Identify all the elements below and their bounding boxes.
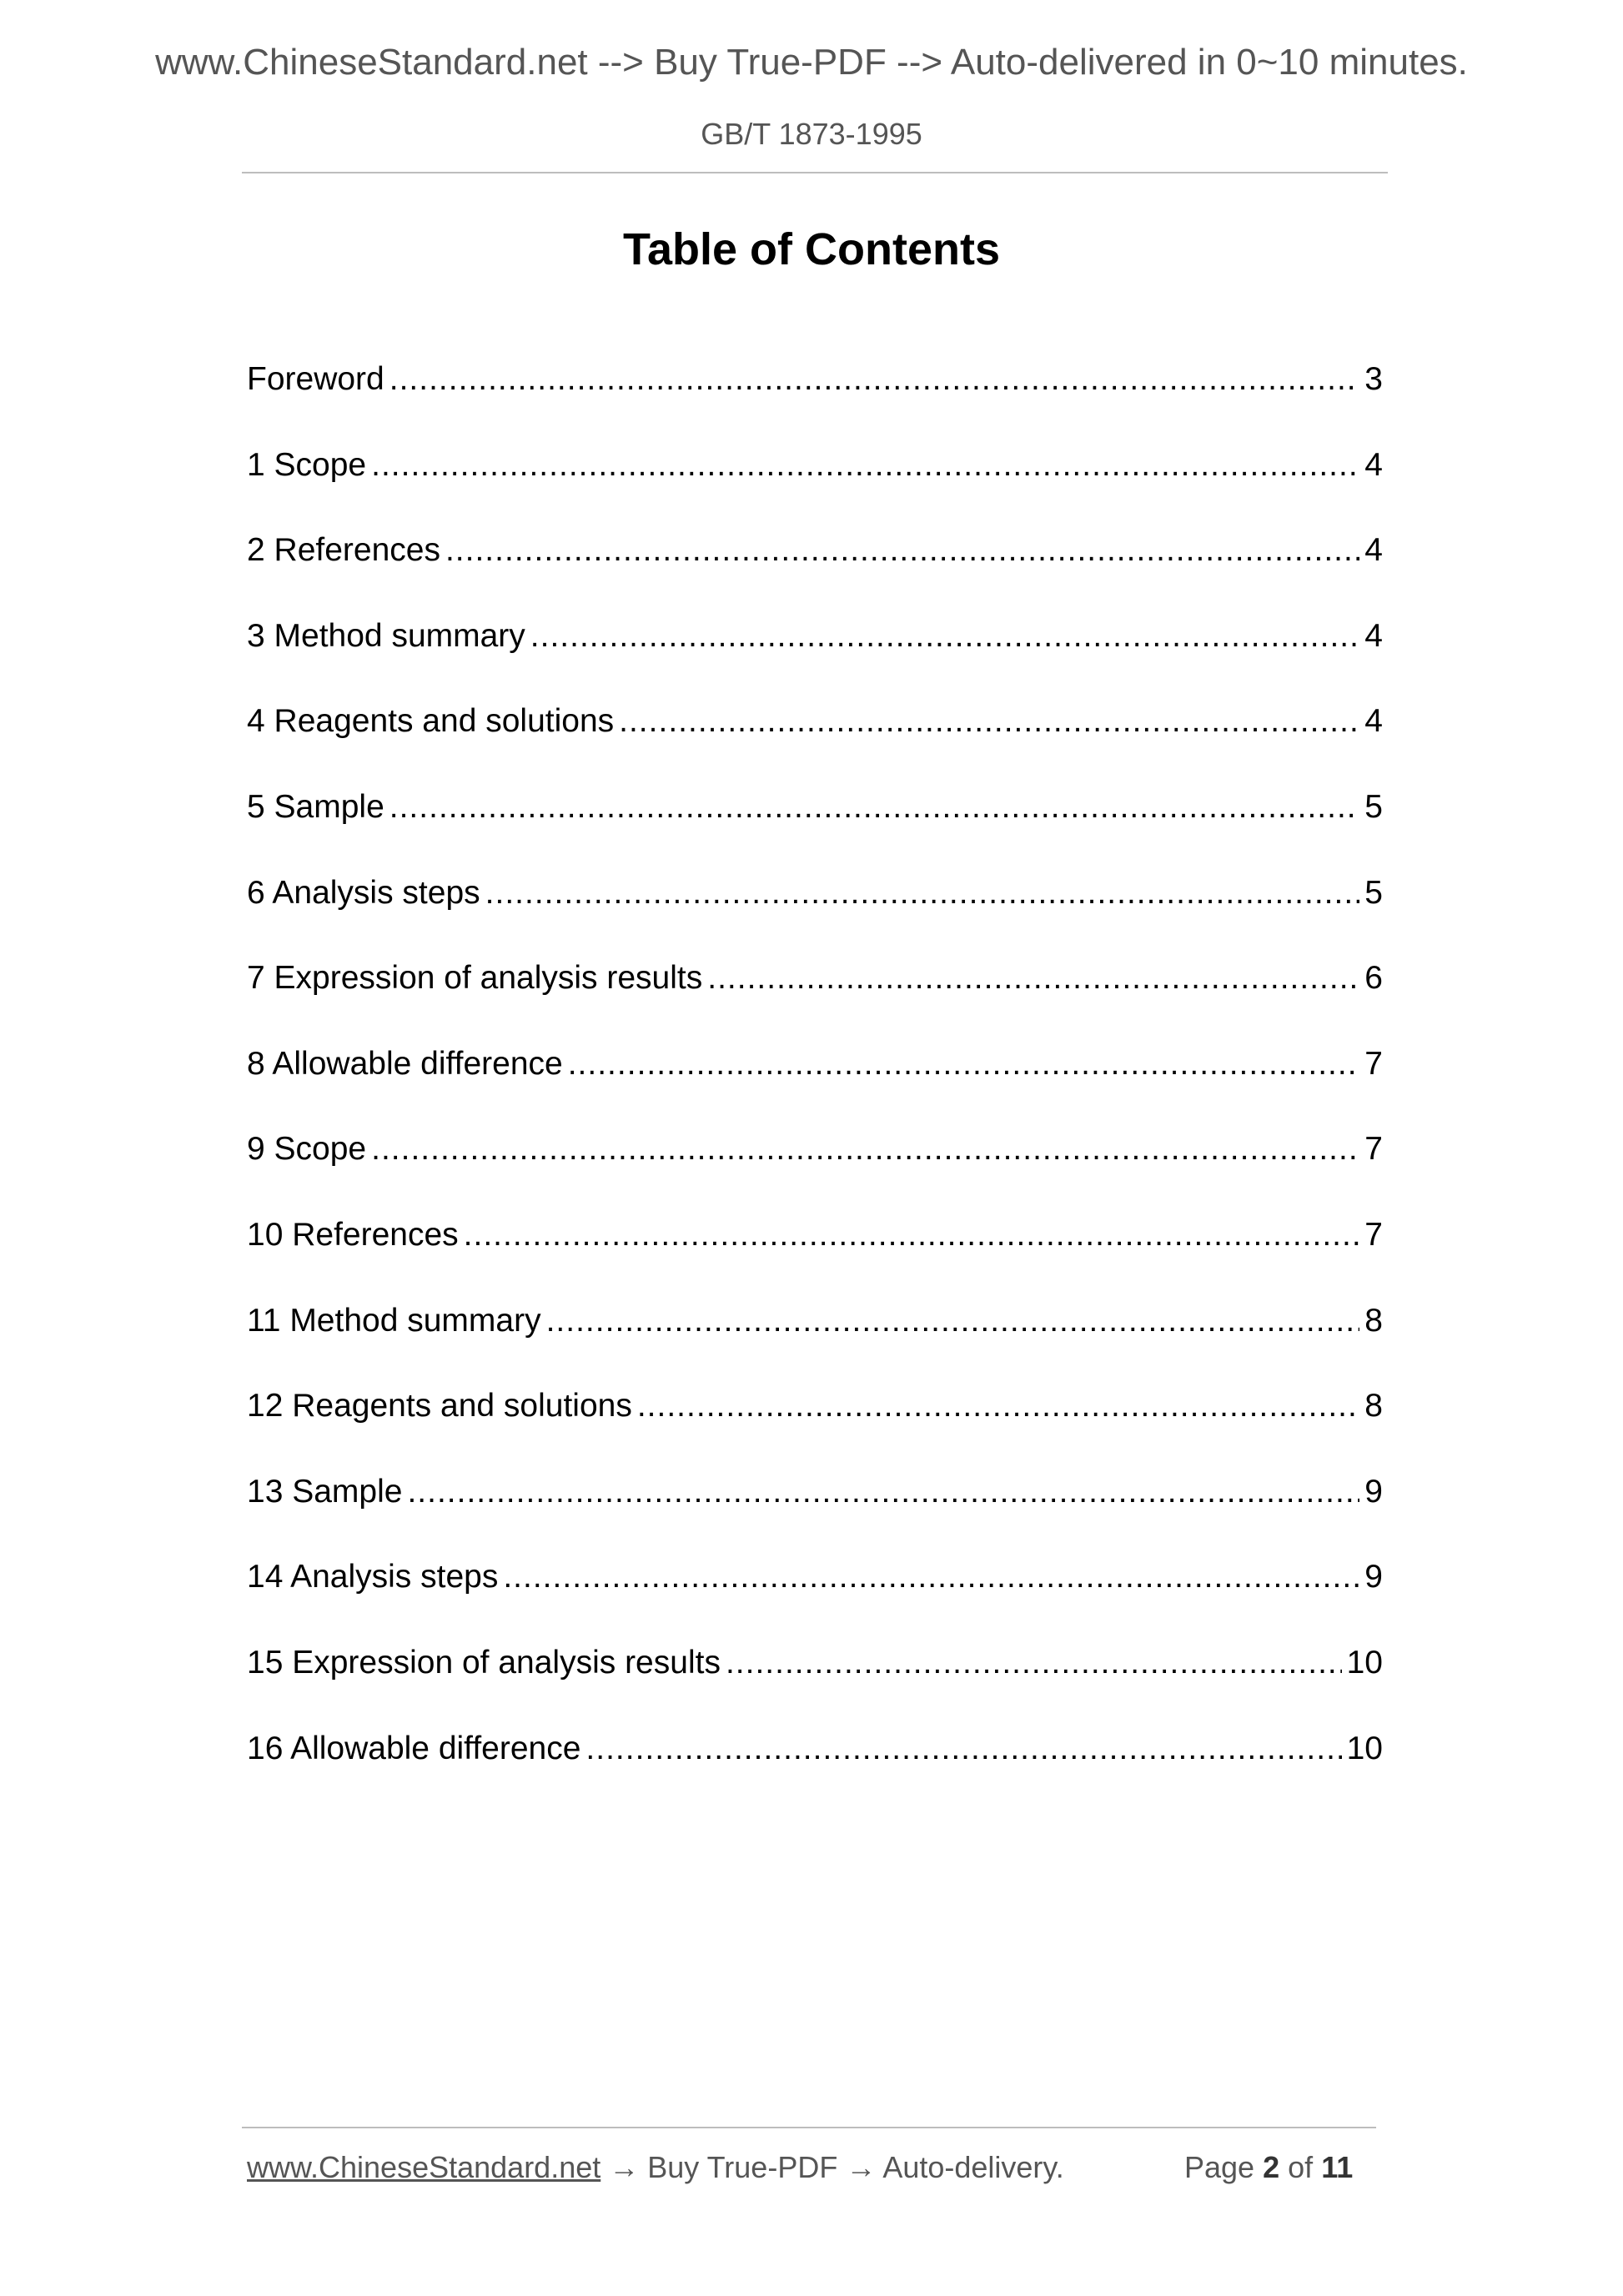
toc-entry-14-analysis-steps[interactable] [247,1552,1383,1638]
toc-dot-leader [371,440,1359,490]
toc-entry-label: 8 Allowable difference [247,1045,563,1082]
standard-code: GB/T 1873-1995 [701,117,922,151]
toc-dot-leader [485,868,1360,918]
toc-entry-2-references[interactable] [247,525,1383,611]
toc-entry-4-reagents[interactable] [247,696,1383,782]
toc-dot-leader [585,1724,1341,1774]
page-indicator [1184,2150,1353,2185]
toc-entry-page: 4 [1364,617,1383,654]
toc-entry-page: 4 [1364,446,1383,483]
toc-dot-leader [445,525,1359,575]
toc-entry-16-allowable-difference[interactable] [247,1724,1383,1810]
toc-entry-label: 1 Scope [247,446,367,483]
toc-entry-page: 8 [1364,1302,1383,1339]
toc-entry-8-allowable-difference[interactable] [247,1039,1383,1125]
toc-dot-leader [546,1296,1360,1346]
header-divider [242,172,1388,173]
page-word: Page [1184,2150,1255,2184]
toc-entry-label: 6 Analysis steps [247,874,480,911]
toc-entry-15-expression[interactable] [247,1638,1383,1724]
toc-entry-11-method-summary[interactable] [247,1296,1383,1382]
toc-entry-page: 7 [1364,1045,1383,1082]
toc-list [247,354,1383,1809]
toc-entry-page: 4 [1364,703,1383,740]
toc-entry-page: 4 [1364,532,1383,569]
toc-entry-label: 13 Sample [247,1473,403,1510]
toc-entry-page: 9 [1364,1559,1383,1595]
toc-dot-leader [619,696,1359,746]
toc-entry-label: 11 Method summary [247,1302,541,1339]
toc-title: Table of Contents [623,224,1000,274]
footer-divider [242,2127,1376,2128]
of-word: of [1288,2150,1314,2184]
toc-entry-page: 7 [1364,1216,1383,1253]
toc-entry-13-sample[interactable] [247,1467,1383,1553]
toc-entry-3-method-summary[interactable] [247,611,1383,697]
toc-dot-leader [407,1467,1359,1517]
toc-entry-page: 8 [1364,1388,1383,1424]
toc-entry-label: 4 Reagents and solutions [247,703,615,740]
toc-entry-page: 9 [1364,1473,1383,1510]
toc-entry-9-scope[interactable] [247,1124,1383,1210]
toc-entry-label: 12 Reagents and solutions [247,1388,632,1424]
toc-entry-page: 3 [1364,361,1383,397]
toc-dot-leader [371,1124,1359,1174]
toc-dot-leader [389,782,1360,832]
toc-entry-page: 5 [1364,788,1383,825]
toc-entry-6-analysis-steps[interactable] [247,868,1383,954]
toc-entry-page: 10 [1346,1730,1383,1766]
toc-entry-foreword[interactable] [247,354,1383,440]
toc-entry-label: 3 Method summary [247,617,525,654]
toc-dot-leader [568,1039,1360,1089]
toc-dot-leader [530,611,1360,661]
toc-entry-page: 10 [1346,1644,1383,1681]
page-total: 11 [1321,2150,1354,2184]
toc-entry-page: 5 [1364,874,1383,911]
toc-entry-1-scope[interactable] [247,440,1383,526]
toc-entry-page: 6 [1364,960,1383,997]
toc-dot-leader [637,1381,1359,1431]
toc-entry-label: 10 References [247,1216,459,1253]
toc-entry-label: 16 Allowable difference [247,1730,581,1766]
toc-entry-7-expression[interactable] [247,953,1383,1039]
toc-entry-label: 9 Scope [247,1131,367,1168]
toc-entry-label: 15 Expression of analysis results [247,1644,721,1681]
toc-entry-label: 7 Expression of analysis results [247,960,703,997]
toc-entry-label: 14 Analysis steps [247,1559,499,1595]
toc-entry-label: Foreword [247,361,384,397]
page-current: 2 [1263,2150,1280,2184]
toc-dot-leader [503,1552,1359,1602]
toc-entry-label: 2 References [247,532,440,569]
footer-promo [247,2150,1064,2185]
toc-entry-12-reagents[interactable] [247,1381,1383,1467]
footer-tagline: → Buy True-PDF → Auto-delivery. [600,2150,1064,2184]
toc-entry-5-sample[interactable] [247,782,1383,868]
toc-dot-leader [389,354,1360,404]
toc-dot-leader [726,1638,1342,1688]
footer-site-link[interactable]: www.ChineseStandard.net [247,2150,601,2184]
toc-entry-page: 7 [1364,1131,1383,1168]
toc-dot-leader [707,953,1359,1003]
header-banner: www.ChineseStandard.net --> Buy True-PDF --> Auto-delivered in 0~10 minutes. [155,42,1468,83]
toc-entry-label: 5 Sample [247,788,384,825]
toc-dot-leader [464,1210,1360,1260]
toc-entry-10-references[interactable] [247,1210,1383,1296]
